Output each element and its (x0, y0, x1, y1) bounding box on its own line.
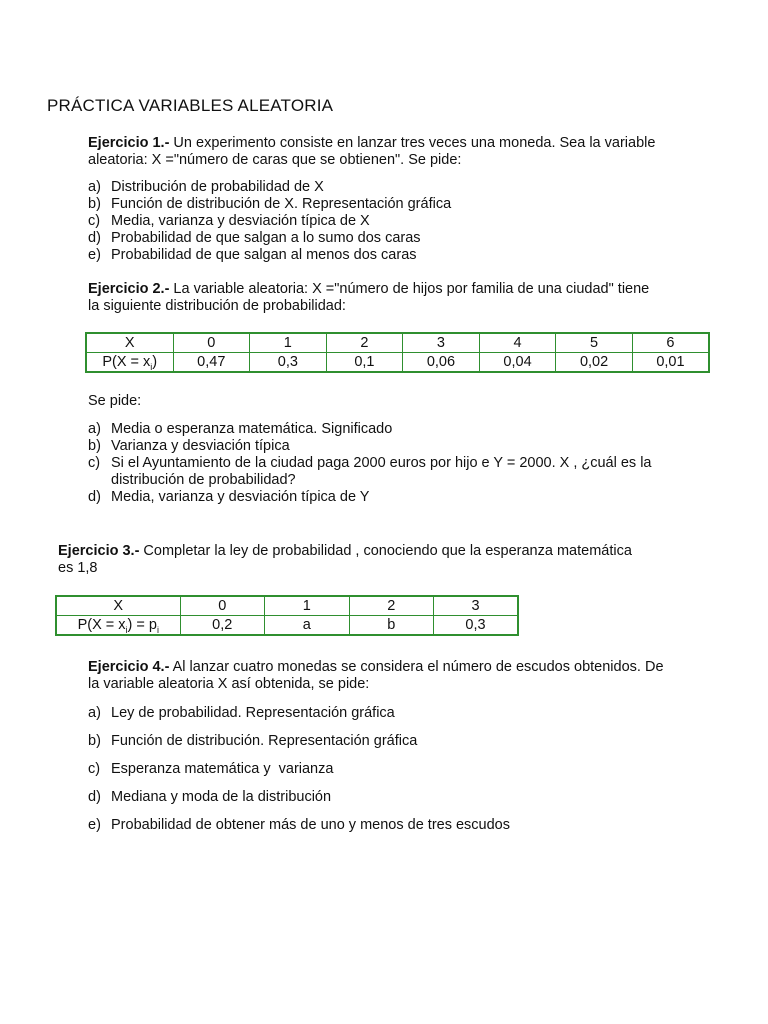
table-cell: 1 (265, 596, 350, 616)
list-item-text: Función de distribución de X. Representación gráfica (111, 196, 452, 212)
list-item-text: Media, varianza y desviación típica de Y (111, 489, 370, 505)
list-marker: c) (88, 213, 101, 229)
list-item (88, 230, 728, 247)
table-cell: 1 (250, 333, 327, 353)
table-cell: 6 (632, 333, 709, 353)
header-text: ) (152, 353, 158, 370)
list-marker: a) (88, 421, 101, 437)
table-header-x: X (86, 333, 173, 353)
exercise-2-probability-table (85, 332, 710, 373)
header-text: P(X = x (102, 353, 151, 370)
list-marker: b) (88, 196, 101, 212)
table-header-x: X (56, 596, 180, 616)
list-marker: a) (88, 179, 101, 195)
header-text: P(X = x (77, 616, 126, 633)
list-item-text-continuation: distribución de probabilidad? (111, 472, 296, 488)
exercise-3-statement (58, 543, 728, 577)
list-marker: b) (88, 733, 101, 749)
table-cell: a (265, 616, 350, 636)
table-row (56, 596, 518, 616)
page-title: PRÁCTICA VARIABLES ALEATORIA (47, 96, 334, 115)
list-item-text: Media, varianza y desviación típica de X (111, 213, 370, 229)
exercise-2-text-line1: La variable aleatoria: X ="número de hijos por familia de una ciudad" tiene (169, 281, 650, 297)
exercise-1-text-line1: Un experimento consiste en lanzar tres veces una moneda. Sea la variable (169, 135, 656, 151)
table-cell: 0 (180, 596, 265, 616)
list-marker: c) (88, 455, 101, 471)
table-header-probability (86, 353, 173, 373)
table-row (86, 353, 709, 373)
exercise-2-se-pide: Se pide: (88, 393, 142, 409)
exercise-3-text-line2: es 1,8 (58, 560, 98, 576)
table-cell: b (349, 616, 434, 636)
exercise-4-text-line1: Al lanzar cuatro monedas se considera el número de escudos obtenidos. De (169, 659, 664, 675)
table-cell: 2 (349, 596, 434, 616)
list-item-text: Distribución de probabilidad de X (111, 179, 324, 195)
list-item (88, 489, 728, 506)
list-marker: d) (88, 789, 101, 805)
table-cell: 0,3 (250, 353, 327, 373)
list-item-text: Probabilidad de que salgan al menos dos caras (111, 247, 417, 263)
exercise-4-label: Ejercicio 4.- (88, 659, 170, 675)
table-cell: 0,01 (632, 353, 709, 373)
list-marker: b) (88, 438, 101, 454)
list-item-text: Media o esperanza matemática. Significado (111, 421, 393, 437)
list-item (88, 455, 728, 489)
exercise-3-text-line1: Completar la ley de probabilidad , conociendo que la esperanza matemática (139, 543, 632, 559)
list-item-text: Esperanza matemática y varianza (111, 761, 334, 777)
table-cell: 0,02 (556, 353, 633, 373)
list-marker: c) (88, 761, 101, 777)
list-item-text: Probabilidad de que salgan a lo sumo dos caras (111, 230, 421, 246)
subscript: i (150, 361, 153, 372)
list-marker: a) (88, 705, 101, 721)
exercise-1-label: Ejercicio 1.- (88, 135, 170, 151)
exercise-2-statement (88, 281, 728, 315)
table-cell: 0,1 (326, 353, 403, 373)
table-cell: 0,3 (434, 616, 519, 636)
list-marker: d) (88, 489, 101, 505)
list-item-text: Varianza y desviación típica (111, 438, 290, 454)
header-text: ) = p (127, 616, 157, 633)
table-cell: 5 (556, 333, 633, 353)
list-item-text: Mediana y moda de la distribución (111, 789, 332, 805)
table-cell: 4 (479, 333, 556, 353)
table-row (86, 333, 709, 353)
table-header-probability (56, 616, 180, 636)
list-item-text: Si el Ayuntamiento de la ciudad paga 2000 euros por hijo e Y = 2000. X , ¿cuál es la (111, 455, 652, 471)
exercise-2-label: Ejercicio 2.- (88, 281, 170, 297)
list-marker: e) (88, 247, 101, 263)
list-item-text: Función de distribución. Representación gráfica (111, 733, 418, 749)
exercise-1-list (88, 179, 728, 264)
list-item (88, 213, 728, 230)
subscript: i (156, 624, 159, 635)
table-cell: 2 (326, 333, 403, 353)
list-item (88, 247, 728, 264)
list-item (88, 421, 728, 438)
exercise-1-statement (88, 135, 728, 169)
table-cell: 0,2 (180, 616, 265, 636)
list-item (88, 196, 728, 213)
table-cell: 3 (434, 596, 519, 616)
list-marker: d) (88, 230, 101, 246)
table-cell: 0,47 (173, 353, 250, 373)
list-item (88, 438, 728, 455)
exercise-2-text-line2: la siguiente distribución de probabilidad: (88, 298, 346, 314)
exercise-3-probability-table (55, 595, 519, 636)
list-marker: e) (88, 817, 101, 833)
table-cell: 3 (403, 333, 480, 353)
exercise-2-list (88, 421, 728, 506)
exercise-3-label: Ejercicio 3.- (58, 543, 140, 559)
table-row (56, 616, 518, 636)
exercise-1-text-line2: aleatoria: X ="número de caras que se obtienen". Se pide: (88, 152, 462, 168)
list-item-text: Probabilidad de obtener más de uno y menos de tres escudos (111, 817, 510, 833)
exercise-4-text-line2: la variable aleatoria X así obtenida, se pide: (88, 676, 370, 692)
list-item-text: Ley de probabilidad. Representación gráfica (111, 705, 395, 721)
table-cell: 0,04 (479, 353, 556, 373)
subscript: i (125, 624, 128, 635)
list-item (88, 179, 728, 196)
table-cell: 0 (173, 333, 250, 353)
table-cell: 0,06 (403, 353, 480, 373)
exercise-4-statement (88, 659, 728, 693)
